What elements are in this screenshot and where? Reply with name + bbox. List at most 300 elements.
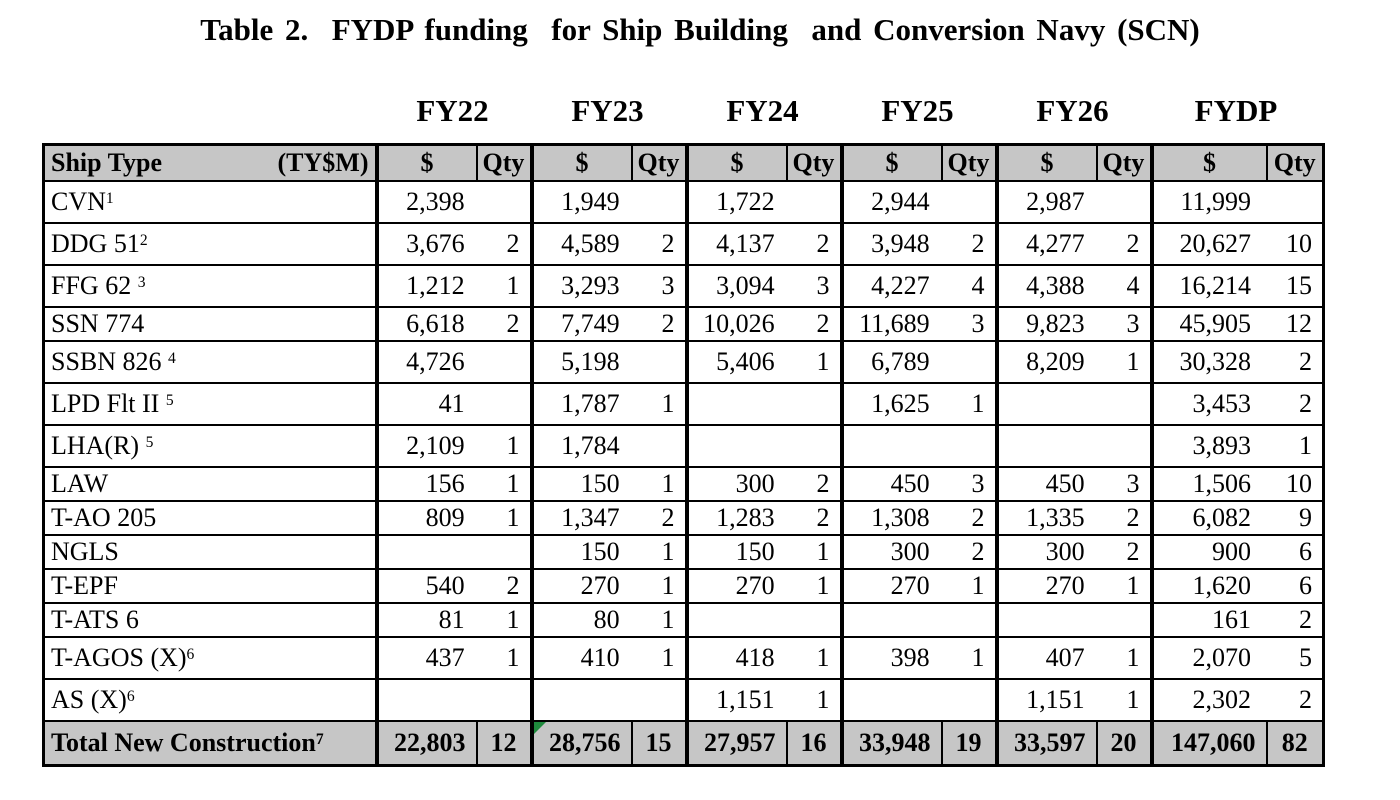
qty-value: 1 (1126, 685, 1140, 714)
table-row (44, 383, 1324, 425)
cell-content (379, 309, 530, 339)
data-cell-fy22 (377, 637, 532, 679)
dollar-value: 150 (580, 469, 620, 498)
dollar-value: 45,905 (1179, 309, 1252, 338)
dollar-value: 1,335 (1026, 503, 1085, 532)
cell-content (534, 271, 685, 301)
qty-value: 1 (816, 643, 830, 672)
qty-value: 2 (1126, 229, 1140, 258)
dollar-value: 900 (1212, 537, 1252, 566)
total-dollars-fy23: 28,756 (532, 721, 632, 765)
cell-content (379, 271, 530, 301)
ship-cell (44, 535, 377, 569)
data-cell-fy23 (532, 307, 687, 341)
ship-type-header-inner (45, 148, 375, 178)
cell-content (999, 347, 1150, 377)
dollar-value: 1,722 (716, 187, 775, 216)
qty-value: 2 (1299, 347, 1312, 376)
cell-content (1154, 503, 1323, 533)
funding-table (42, 143, 1325, 767)
dollar-value: 2,302 (1192, 685, 1252, 714)
total-qty-fy22: 12 (477, 721, 532, 765)
cell-content (689, 229, 840, 259)
qty-value: 2 (661, 309, 675, 338)
col-header-dollars-fy23: $ (532, 145, 632, 182)
table-head (44, 145, 1324, 182)
ship-type-header (44, 145, 377, 182)
ship-name-footnote: 3 (137, 273, 146, 291)
qty-value: 1 (506, 643, 520, 672)
data-cell-fy23 (532, 637, 687, 679)
dollar-value: 300 (735, 469, 775, 498)
qty-value: 2 (661, 503, 675, 532)
cell-content (844, 503, 995, 533)
table-row (44, 467, 1324, 501)
ship-cell (44, 603, 377, 637)
dollar-value: 41 (438, 389, 465, 418)
ship-cell (44, 265, 377, 307)
cell-note-marker-icon (534, 722, 546, 734)
ship-cell (44, 383, 377, 425)
qty-value: 6 (1299, 537, 1312, 566)
qty-value: 2 (816, 309, 830, 338)
cell-content (379, 503, 530, 533)
ship-name-text: LPD Flt II (51, 389, 166, 418)
cell-content (689, 571, 840, 601)
dollar-value: 1,625 (871, 389, 930, 418)
data-cell-fy26 (997, 535, 1152, 569)
col-header-dollars-fy24: $ (687, 145, 787, 182)
total-dollars-fy22: 22,803 (377, 721, 477, 765)
qty-value: 6 (1299, 571, 1312, 600)
data-cell-fy24 (687, 535, 842, 569)
dollar-value: 156 (425, 469, 465, 498)
cell-content (689, 309, 840, 339)
cell-content (379, 469, 530, 499)
dollar-value: 270 (580, 571, 620, 600)
table-row (44, 265, 1324, 307)
qty-value: 1 (661, 537, 675, 566)
table-title: Table 2. FYDP funding for Ship Building and Conversion Navy (SCN) (200, 12, 1200, 47)
dollar-value: 437 (425, 643, 465, 672)
dollar-value: 1,949 (561, 187, 620, 216)
data-cell-fy23 (532, 501, 687, 535)
dollar-value: 270 (1045, 571, 1085, 600)
cell-content (999, 229, 1150, 259)
total-qty-fy23: 15 (632, 721, 687, 765)
cell-content (999, 685, 1150, 715)
cell-content (844, 309, 995, 339)
dollar-value: 8,209 (1026, 347, 1085, 376)
qty-value: 3 (971, 309, 985, 338)
cell-content (1154, 537, 1323, 567)
data-cell-fy23 (532, 603, 687, 637)
cell-content (689, 187, 840, 217)
dollar-value: 11,999 (1180, 187, 1252, 216)
qty-value: 4 (971, 271, 985, 300)
table-row (44, 501, 1324, 535)
cell-content (844, 389, 995, 419)
cell-content (844, 347, 995, 377)
dollar-value: 30,328 (1179, 347, 1252, 376)
data-cell-fy26 (997, 383, 1152, 425)
year-header-fy24: FY24 (726, 93, 799, 128)
col-header-dollars-fy22: $ (377, 145, 477, 182)
total-dollars-fy26: 33,597 (997, 721, 1097, 765)
ship-name-text: T-AGOS (X) (51, 643, 187, 672)
data-cell-fy25 (842, 181, 997, 223)
cell-content (1154, 309, 1323, 339)
data-cell-fydp (1152, 341, 1324, 383)
ship-name-footnote: 4 (168, 349, 176, 367)
qty-value: 2 (506, 571, 520, 600)
ship-name-text: AS (X) (51, 685, 127, 714)
cell-content (999, 271, 1150, 301)
data-cell-fydp (1152, 383, 1324, 425)
data-cell-fy24 (687, 603, 842, 637)
qty-value: 2 (971, 229, 985, 258)
qty-value: 1 (661, 605, 675, 634)
table-row (44, 637, 1324, 679)
cell-content (379, 431, 530, 461)
cell-content (1154, 431, 1323, 461)
data-cell-fy26 (997, 307, 1152, 341)
qty-value: 3 (1126, 469, 1140, 498)
cell-content (689, 347, 840, 377)
qty-value: 1 (971, 389, 985, 418)
ship-cell (44, 341, 377, 383)
table-row (44, 569, 1324, 603)
cell-content (689, 537, 840, 567)
data-cell-fy26 (997, 223, 1152, 265)
col-header-qty-fy24: Qty (787, 145, 842, 182)
unit-label: (TY$M) (277, 148, 369, 177)
data-cell-fy26 (997, 181, 1152, 223)
cell-content (1154, 271, 1323, 301)
dollar-value: 16,214 (1179, 271, 1252, 300)
dollar-value: 407 (1045, 643, 1085, 672)
data-cell-fy22 (377, 569, 532, 603)
qty-value: 2 (816, 469, 830, 498)
col-header-dollars-fy26: $ (997, 145, 1097, 182)
data-cell-fy23 (532, 679, 687, 721)
ship-cell (44, 307, 377, 341)
data-cell-fy23 (532, 535, 687, 569)
ship-cell (44, 223, 377, 265)
cell-content (1154, 605, 1323, 635)
qty-value: 1 (816, 537, 830, 566)
dollar-value: 4,227 (871, 271, 930, 300)
qty-value: 1 (971, 643, 985, 672)
dollar-value: 7,749 (561, 309, 620, 338)
data-cell-fy25 (842, 535, 997, 569)
qty-value: 2 (971, 503, 985, 532)
data-cell-fydp (1152, 637, 1324, 679)
dollar-value: 450 (1045, 469, 1085, 498)
dollar-value: 1,784 (561, 431, 620, 460)
data-cell-fy23 (532, 467, 687, 501)
data-cell-fy23 (532, 265, 687, 307)
data-cell-fy22 (377, 501, 532, 535)
qty-value: 2 (816, 503, 830, 532)
total-qty-fydp: 82 (1267, 721, 1324, 765)
data-cell-fy26 (997, 425, 1152, 467)
ship-cell (44, 425, 377, 467)
year-header-fy23: FY23 (571, 93, 644, 128)
cell-content (844, 643, 995, 673)
dollar-value: 300 (890, 537, 930, 566)
data-cell-fy24 (687, 341, 842, 383)
ship-name-text: T-ATS 6 (51, 605, 139, 634)
col-header-qty-fy23: Qty (632, 145, 687, 182)
dollar-value: 3,948 (871, 229, 930, 258)
dollar-value: 81 (438, 605, 465, 634)
data-cell-fy26 (997, 501, 1152, 535)
col-header-dollars-fy25: $ (842, 145, 942, 182)
cell-content (689, 271, 840, 301)
data-cell-fydp (1152, 535, 1324, 569)
dollar-value: 150 (580, 537, 620, 566)
qty-value: 1 (816, 347, 830, 376)
dollar-value: 2,944 (871, 187, 930, 216)
cell-content (534, 389, 685, 419)
table-row (44, 679, 1324, 721)
data-cell-fy22 (377, 383, 532, 425)
cell-content (534, 605, 685, 635)
cell-content (534, 571, 685, 601)
cell-content (1154, 229, 1323, 259)
col-header-qty-fy22: Qty (477, 145, 532, 182)
cell-content (379, 571, 530, 601)
cell-content (1154, 685, 1323, 715)
qty-value: 1 (506, 469, 520, 498)
ship-name-text: FFG 62 (51, 271, 138, 300)
dollar-value: 1,151 (1026, 685, 1085, 714)
year-header-fy22: FY22 (416, 93, 489, 128)
cell-content (999, 643, 1150, 673)
qty-value: 4 (1126, 271, 1140, 300)
data-cell-fy22 (377, 265, 532, 307)
dollar-value: 1,506 (1192, 469, 1252, 498)
cell-content (534, 503, 685, 533)
ship-cell (44, 637, 377, 679)
qty-value: 1 (661, 643, 675, 672)
dollar-value: 1,347 (561, 503, 620, 532)
cell-content (534, 309, 685, 339)
data-cell-fy26 (997, 265, 1152, 307)
ship-name-text: LHA(R) (51, 431, 146, 460)
ship-cell (44, 181, 377, 223)
dollar-value: 4,726 (406, 347, 465, 376)
qty-value: 2 (506, 309, 520, 338)
dollar-value: 1,151 (716, 685, 775, 714)
qty-value: 1 (506, 503, 520, 532)
cell-content (534, 431, 685, 461)
dollar-value: 270 (890, 571, 930, 600)
ship-name-text: T-AO 205 (51, 503, 157, 532)
dollar-value: 300 (1045, 537, 1085, 566)
data-cell-fy25 (842, 307, 997, 341)
table-row (44, 425, 1324, 467)
cell-content (999, 571, 1150, 601)
data-cell-fy26 (997, 603, 1152, 637)
qty-value: 1 (661, 571, 675, 600)
cell-content (379, 389, 530, 419)
dollar-value: 6,082 (1192, 503, 1252, 532)
data-cell-fy22 (377, 679, 532, 721)
dollar-value: 11,689 (859, 309, 930, 338)
cell-content (999, 537, 1150, 567)
qty-value: 12 (1286, 309, 1312, 338)
qty-value: 10 (1286, 229, 1312, 258)
data-cell-fy22 (377, 467, 532, 501)
cell-content (379, 643, 530, 673)
data-cell-fy26 (997, 637, 1152, 679)
dollar-value: 4,277 (1026, 229, 1085, 258)
data-cell-fy25 (842, 223, 997, 265)
data-cell-fy23 (532, 181, 687, 223)
cell-content (534, 537, 685, 567)
fiscal-year-header-row (42, 93, 1322, 129)
qty-value: 3 (661, 271, 675, 300)
qty-value: 10 (1286, 469, 1312, 498)
data-cell-fydp (1152, 467, 1324, 501)
dollar-value: 418 (735, 643, 775, 672)
col-header-qty-fy25: Qty (942, 145, 997, 182)
cell-content (689, 469, 840, 499)
dollar-value: 9,823 (1026, 309, 1085, 338)
cell-content (999, 309, 1150, 339)
year-header-fydp: FYDP (1194, 93, 1278, 128)
qty-value: 1 (506, 431, 520, 460)
data-cell-fy26 (997, 679, 1152, 721)
dollar-value: 3,676 (406, 229, 465, 258)
ship-name-footnote: 5 (145, 433, 154, 451)
table-row (44, 307, 1324, 341)
data-cell-fydp (1152, 425, 1324, 467)
data-cell-fydp (1152, 307, 1324, 341)
data-cell-fy26 (997, 569, 1152, 603)
qty-value: 2 (661, 229, 675, 258)
qty-value: 1 (816, 685, 830, 714)
qty-value: 1 (971, 571, 985, 600)
qty-value: 1 (506, 605, 520, 634)
qty-value: 3 (971, 469, 985, 498)
dollar-value: 5,198 (561, 347, 620, 376)
data-cell-fy25 (842, 265, 997, 307)
cell-content (379, 347, 530, 377)
ship-name-footnote: 2 (139, 231, 148, 249)
cell-content (689, 685, 840, 715)
total-qty-fy26: 20 (1097, 721, 1152, 765)
dollar-value: 1,308 (871, 503, 930, 532)
total-dollars-fy24: 27,957 (687, 721, 787, 765)
total-row (44, 721, 1324, 765)
col-header-qty-fydp: Qty (1267, 145, 1324, 182)
funding-table-container (42, 143, 1325, 767)
data-cell-fydp (1152, 679, 1324, 721)
cell-content (534, 229, 685, 259)
total-qty-fy25: 19 (942, 721, 997, 765)
ship-cell (44, 679, 377, 721)
data-cell-fy22 (377, 425, 532, 467)
table-row (44, 341, 1324, 383)
qty-value: 2 (1299, 605, 1312, 634)
qty-value: 9 (1299, 503, 1312, 532)
cell-content (534, 347, 685, 377)
qty-value: 2 (1299, 389, 1312, 418)
data-cell-fy25 (842, 341, 997, 383)
cell-content (844, 187, 995, 217)
year-header-fy25: FY25 (881, 93, 954, 128)
data-cell-fydp (1152, 569, 1324, 603)
ship-name-text: Total New Construction (51, 727, 316, 757)
data-cell-fy22 (377, 181, 532, 223)
cell-content (1154, 389, 1323, 419)
data-cell-fy23 (532, 425, 687, 467)
cell-content (689, 503, 840, 533)
cell-content (999, 503, 1150, 533)
dollar-value: 450 (890, 469, 930, 498)
cell-content (999, 469, 1150, 499)
data-cell-fy23 (532, 341, 687, 383)
data-cell-fydp (1152, 603, 1324, 637)
dollar-value: 2,987 (1026, 187, 1085, 216)
dollar-value: 1,620 (1192, 571, 1252, 600)
data-cell-fy22 (377, 307, 532, 341)
total-label-cell (44, 721, 377, 765)
dollar-value: 2,109 (406, 431, 465, 460)
cell-content (689, 643, 840, 673)
table-row (44, 223, 1324, 265)
data-cell-fy24 (687, 679, 842, 721)
ship-name-text: DDG 51 (51, 229, 140, 258)
qty-value: 1 (1126, 347, 1140, 376)
data-cell-fy22 (377, 603, 532, 637)
data-cell-fy24 (687, 569, 842, 603)
data-cell-fy25 (842, 501, 997, 535)
ship-name-text: LAW (51, 469, 109, 498)
data-cell-fy22 (377, 341, 532, 383)
total-qty-fy24: 16 (787, 721, 842, 765)
data-cell-fy25 (842, 569, 997, 603)
qty-value: 1 (661, 389, 675, 418)
col-header-dollars-fydp: $ (1152, 145, 1267, 182)
qty-value: 3 (1126, 309, 1140, 338)
dollar-value: 4,589 (561, 229, 620, 258)
qty-value: 2 (816, 229, 830, 258)
ship-type-label: Ship Type (51, 148, 163, 177)
data-cell-fy23 (532, 223, 687, 265)
data-cell-fy25 (842, 425, 997, 467)
cell-content (379, 605, 530, 635)
cell-content (1154, 643, 1323, 673)
cell-content (1154, 469, 1323, 499)
qty-value: 1 (816, 571, 830, 600)
data-cell-fy23 (532, 383, 687, 425)
data-cell-fy25 (842, 383, 997, 425)
data-cell-fy25 (842, 603, 997, 637)
data-cell-fy24 (687, 383, 842, 425)
data-cell-fy24 (687, 307, 842, 341)
cell-content (999, 187, 1150, 217)
column-header-row (44, 145, 1324, 182)
qty-value: 1 (1126, 643, 1140, 672)
dollar-value: 3,094 (716, 271, 775, 300)
cell-content (1154, 571, 1323, 601)
dollar-value: 80 (593, 605, 620, 634)
cell-content (534, 469, 685, 499)
